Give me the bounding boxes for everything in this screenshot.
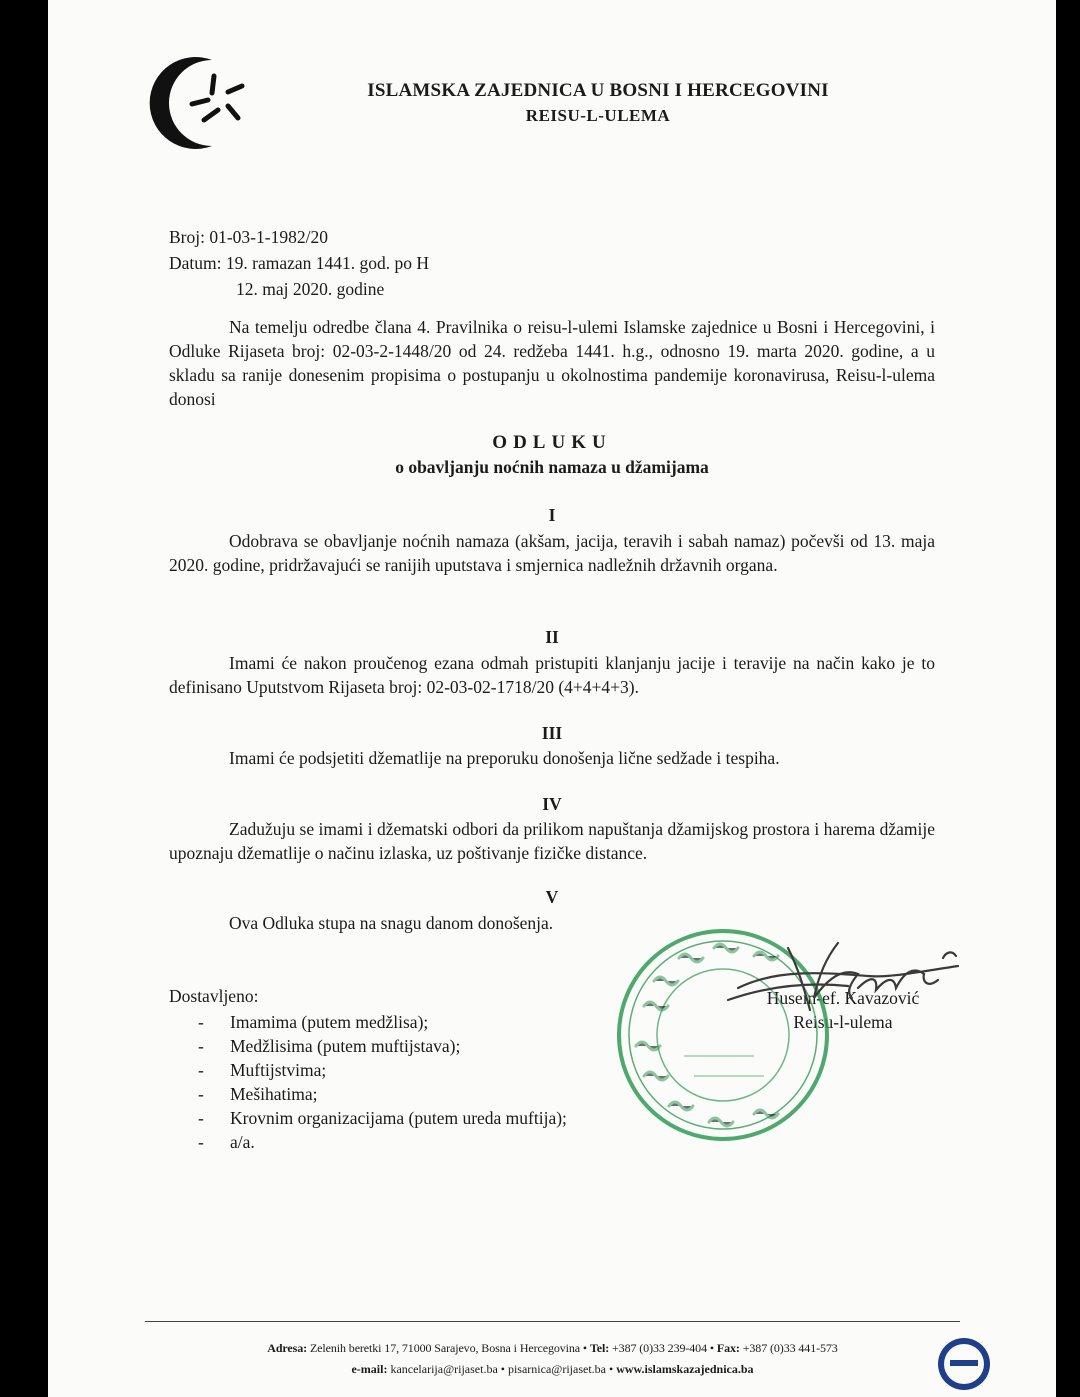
- reference-number: Broj: 01-03-1-1982/20: [169, 227, 328, 247]
- footer-online: e-mail: kancelarija@rijaset.ba • pisarnica@rijaset.ba • www.islamskazajednica.ba: [351, 1362, 754, 1376]
- intro-paragraph: Na temelju odredbe člana 4. Pravilnika o reisu-l-ulemi Islamske zajednice u Bosni i Hercegovini, i Odluke Rijaseta broj: 02-03-2-1448/20 od 24. redžeba 1441. h.g., odnosno 19. marta 2020. godine, a u skladu sa ranije donesenim propisima o postupanju u okolnostima pandemije koronavirusa, Reisu-l-ulema donosi: [169, 317, 935, 409]
- date-hijri: Datum: 19. ramazan 1441. god. po H: [169, 253, 430, 273]
- email-link[interactable]: kancelarija@rijaset.ba: [390, 1362, 498, 1376]
- article-number: III: [541, 723, 563, 743]
- email-link[interactable]: pisarnica@rijaset.ba: [507, 1362, 606, 1376]
- list-item: - Medžlisima (putem muftijstava);: [198, 1034, 567, 1058]
- list-item: - Muftijstvima;: [198, 1058, 567, 1082]
- document-meta: [169, 224, 429, 302]
- crescent-star-logo: [142, 48, 252, 158]
- signer-name: Husein-ef. Kavazović: [766, 988, 920, 1008]
- office-name: REISU-L-ULEMA: [525, 106, 671, 125]
- article-number: V: [545, 887, 559, 907]
- handwritten-signature: [718, 928, 978, 1028]
- footer-contact: Adresa: Zelenih beretki 17, 71000 Sarajevo, Bosna i Hercegovina • Tel: +387 (0)33 239-404 • Fax: +387 (0)33 441-573: [267, 1341, 838, 1355]
- decision-subtitle: o obavljanju noćnih namaza u džamijama: [395, 457, 709, 477]
- date-gregorian: 12. maj 2020. godine: [236, 279, 385, 299]
- list-item: - Krovnim organizacijama (putem ureda muftija);: [198, 1106, 567, 1130]
- article-number: II: [545, 627, 559, 647]
- article-number: IV: [542, 794, 562, 814]
- distribution-label: Dostavljeno:: [169, 986, 259, 1006]
- article-text: Imami će nakon proučenog ezana odmah pristupiti klanjanju jacije i teravije na način kako je to definisano Uputstvom Rijaseta broj: 02-03-02-1718/20 (4+4+4+3).: [169, 653, 935, 697]
- article-text: Imami će podsjetiti džematlije na preporuku donošenja lične sedžade i tespiha.: [229, 748, 780, 768]
- list-item: - Mešihatima;: [198, 1082, 567, 1106]
- footer-emblem-icon: [936, 1336, 992, 1392]
- article-text: Odobrava se obavljanje noćnih namaza (akšam, jacija, teravih i sabah namaz) počevši od 13. maja 2020. godine, pridržavajući se ranijih uputstava i smjernica nadležnih državnih organa.: [169, 531, 935, 575]
- list-item: - Imamima (putem medžlisa);: [198, 1010, 567, 1034]
- article-text: Ova Odluka stupa na snagu danom donošenja.: [229, 913, 554, 933]
- article-text: Zadužuju se imami i džematski odbori da prilikom napuštanja džamijskog prostora i harema džamije upoznaju džematlije o načinu izlaska, uz poštivanje fizičke distance.: [169, 819, 935, 863]
- article-number: I: [548, 505, 556, 525]
- list-item: - a/a.: [198, 1130, 567, 1154]
- decision-title: ODLUKU: [492, 432, 612, 453]
- signer-title: Reisu-l-ulema: [793, 1012, 893, 1032]
- footer-divider: [145, 1321, 960, 1322]
- website-link[interactable]: www.islamskazajednica.ba: [616, 1362, 754, 1376]
- organization-name: ISLAMSKA ZAJEDNICA U BOSNI I HERCEGOVINI: [367, 80, 829, 101]
- document-page: [48, 0, 1056, 1397]
- distribution-list: [198, 1010, 567, 1154]
